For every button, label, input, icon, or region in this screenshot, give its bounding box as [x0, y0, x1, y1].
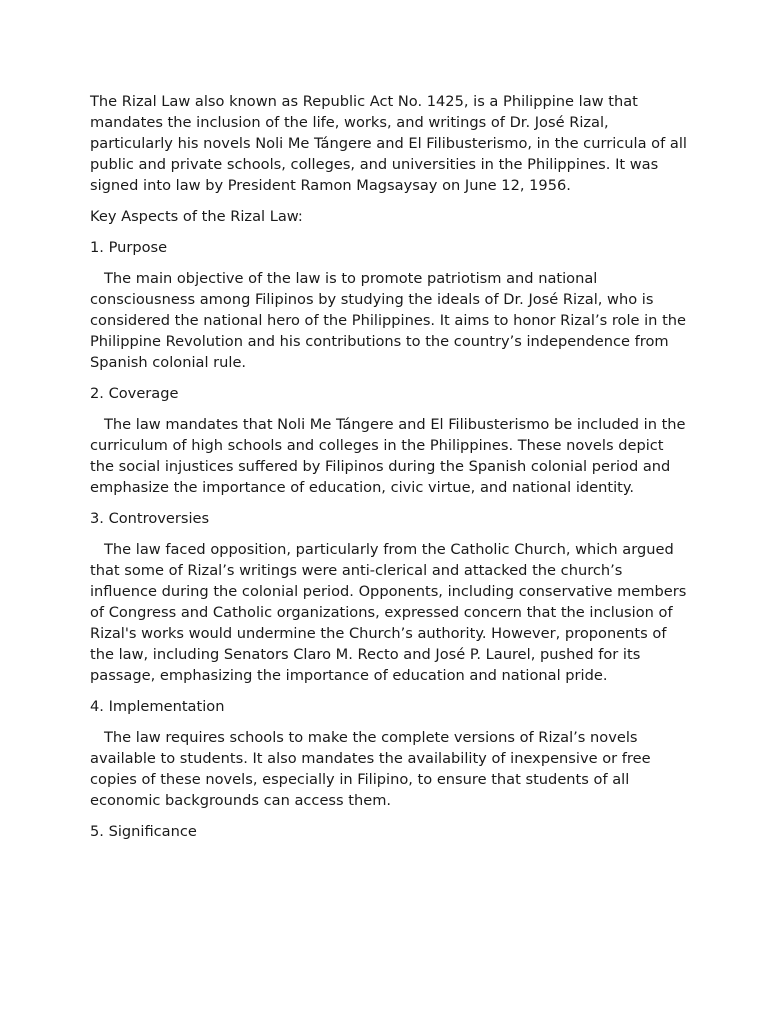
- section-heading-implementation: 4. Implementation: [90, 698, 225, 715]
- section-body-controversies: The law faced opposition, particularly from the Catholic Church, which argued that some of Rizal’s writings were anti-clerical and attacked the church’s influence during the colonial period. Opponents, including conservative members of Congress and Catholic organizations, expressed concern that the inclusion of Rizal's works would undermine the Church’s authority. However, proponents of the law, including Senators Claro M. Recto and José P. Laurel, pushed for its passage, emphasizing the importance of education and national pride.: [90, 541, 687, 684]
- section-heading-coverage: 2. Coverage: [90, 385, 179, 402]
- section-heading-controversies: 3. Controversies: [90, 510, 210, 527]
- key-aspects-heading: Key Aspects of the Rizal Law:: [90, 208, 303, 225]
- section-body-implementation: The law requires schools to make the complete versions of Rizal’s novels available to students. It also mandates the availability of inexpensive or free copies of these novels, especially in Filipino, to ensure that students of all economic backgrounds can access them.: [90, 729, 651, 809]
- section-body-coverage: The law mandates that Noli Me Tángere and El Filibusterismo be included in the curriculum of high schools and colleges in the Philippines. These novels depict the social injustices suffered by Filipinos during the Spanish colonial period and emphasize the importance of education, civic virtue, and national identity.: [90, 416, 686, 496]
- section-heading-significance: 5. Significance: [90, 823, 197, 840]
- section-heading-purpose: 1. Purpose: [90, 239, 168, 256]
- section-body-purpose: The main objective of the law is to promote patriotism and national consciousness among Filipinos by studying the ideals of Dr. José Rizal, who is considered the national hero of the Philippines. It aims to honor Rizal’s role in the Philippine Revolution and his contributions to the country’s independence from Spanish colonial rule.: [90, 270, 687, 371]
- intro-paragraph: The Rizal Law also known as Republic Act No. 1425, is a Philippine law that mandates the inclusion of the life, works, and writings of Dr. José Rizal, particularly his novels Noli Me Tángere and El Filibusterismo, in the curricula of all public and private schools, colleges, and universities in the Philippines. It was signed into law by President Ramon Magsaysay on June 12, 1956.: [90, 93, 687, 194]
- document-page: [90, 91, 690, 852]
